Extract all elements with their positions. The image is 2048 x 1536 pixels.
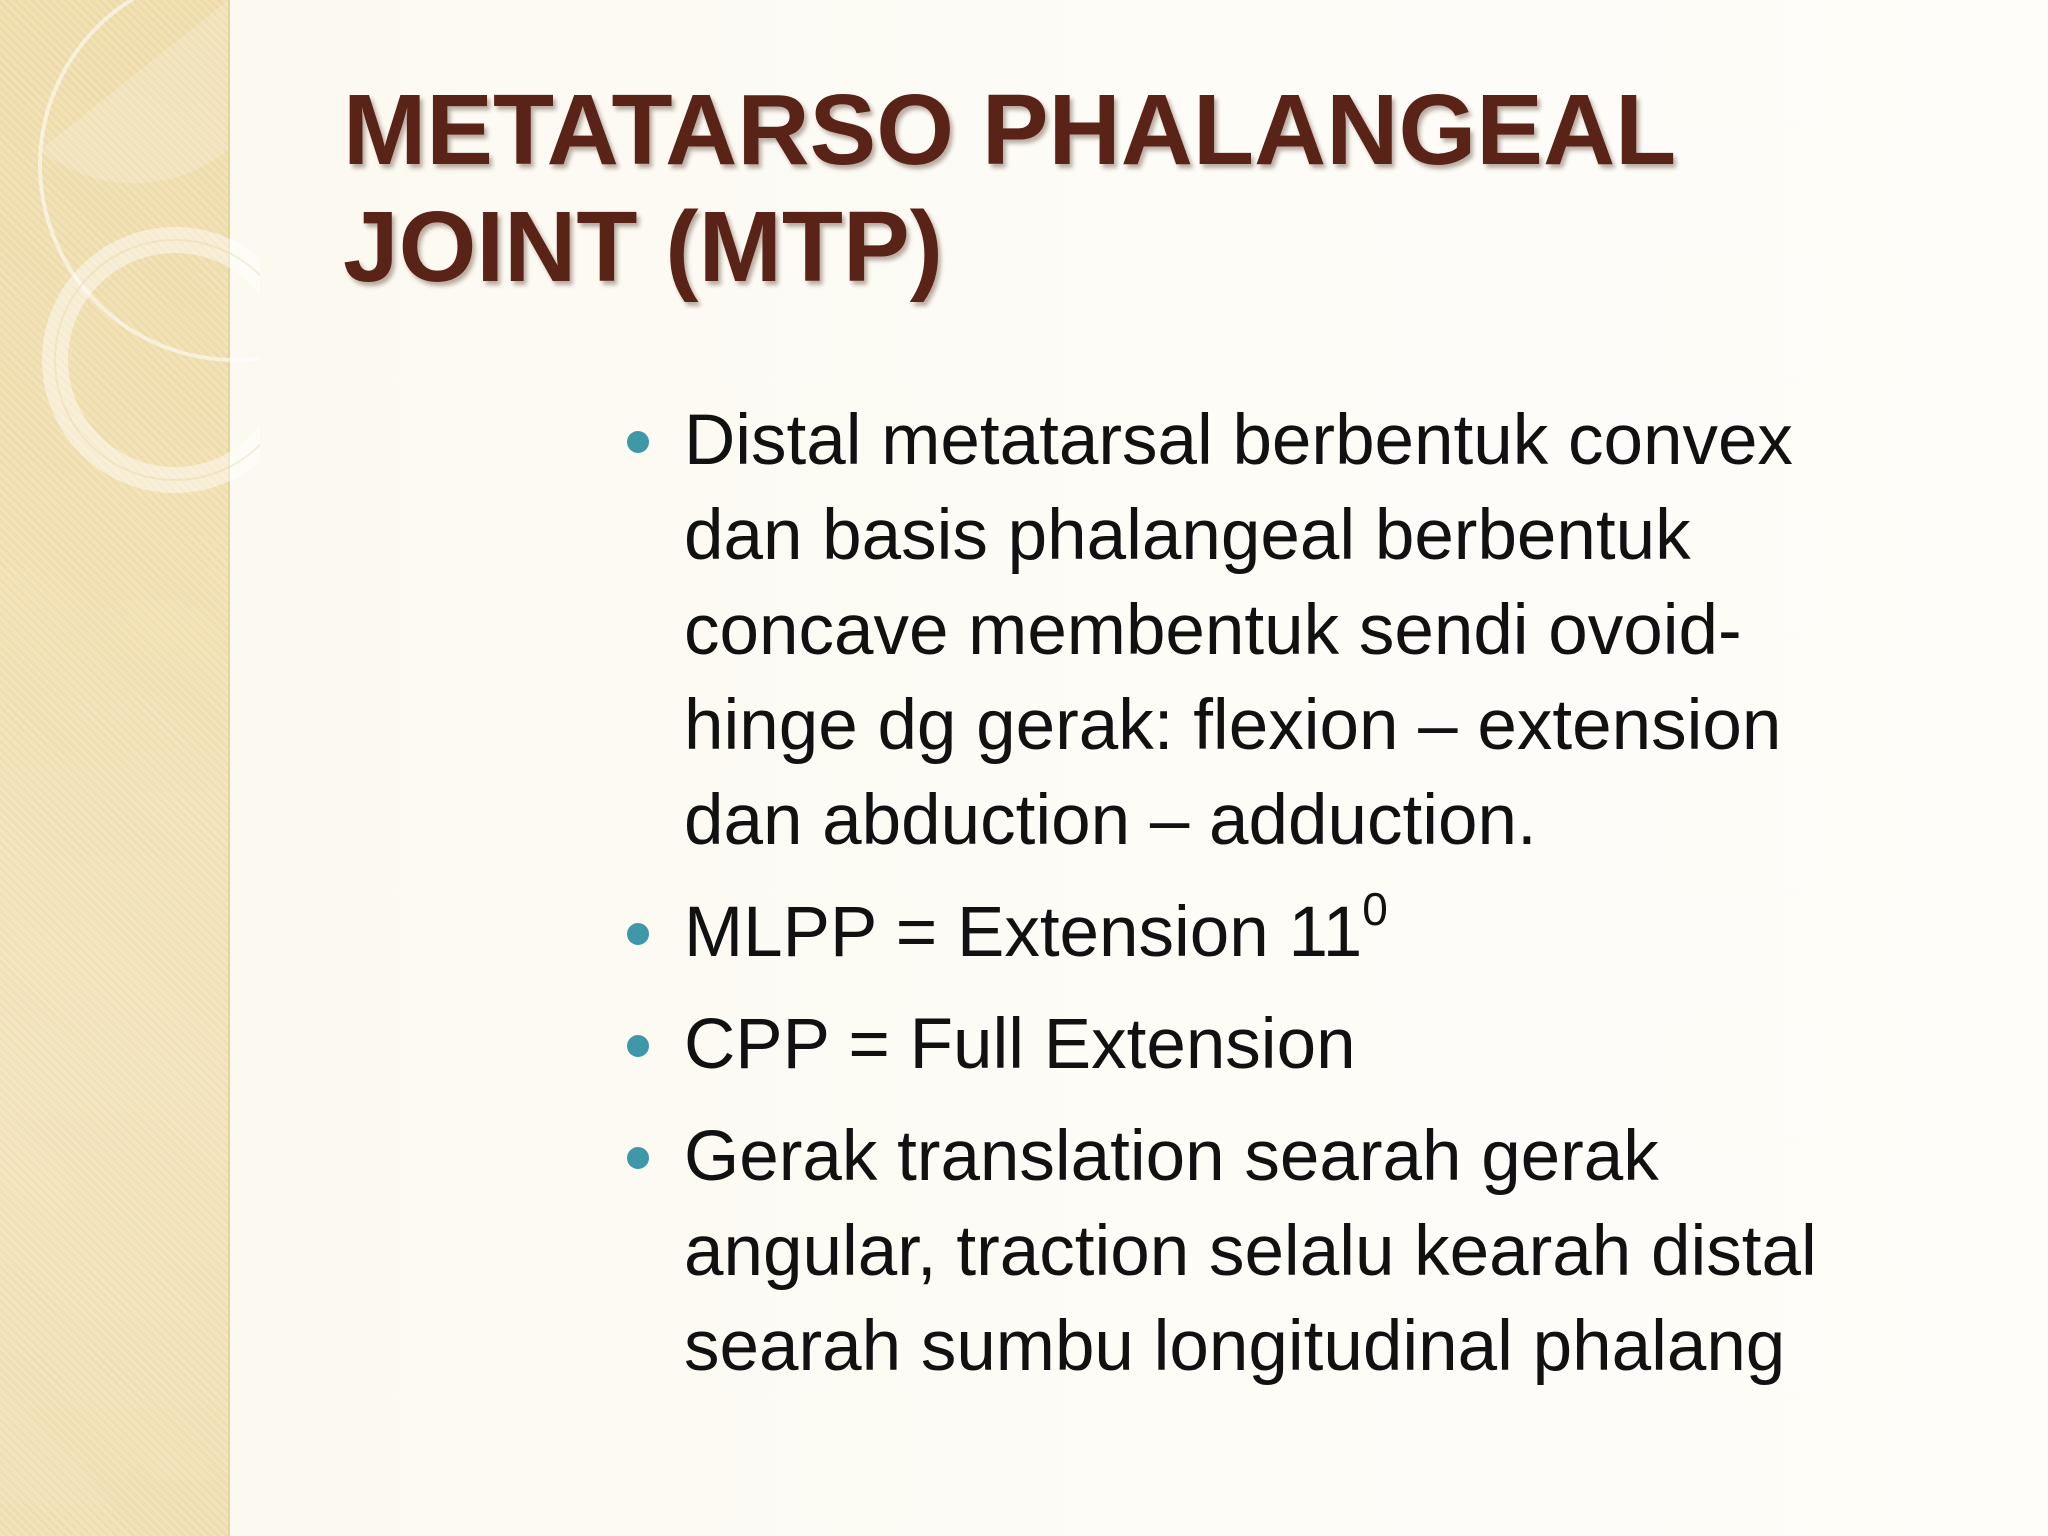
bullet-dot-icon — [627, 1147, 649, 1169]
bullet-text-line: Gerak translation searah gerak — [684, 1117, 1659, 1196]
bullet-list — [622, 393, 2002, 1411]
bullet-item — [622, 393, 2002, 868]
bullet-text: MLPP = Extension 11 — [684, 893, 1363, 972]
bullet-text: CPP = Full Extension — [684, 1005, 1356, 1084]
bullet-text-line: searah sumbu longitudinal phalang — [684, 1307, 1786, 1386]
bullet-text-line: hinge dg gerak: flexion – extension — [684, 686, 1782, 765]
bullet-text-line: concave membentuk sendi ovoid- — [684, 591, 1742, 670]
bullet-dot-icon — [627, 431, 649, 453]
bullet-text-line: dan abduction – adduction. — [684, 781, 1537, 860]
bullet-item — [622, 997, 2002, 1092]
decorative-rings — [0, 0, 260, 520]
degree-superscript: 0 — [1362, 883, 1388, 936]
bullet-item — [622, 1109, 2002, 1394]
bullet-text-line: angular, traction selalu kearah distal — [684, 1212, 1817, 1291]
bullet-dot-icon — [627, 923, 649, 945]
slide-title — [343, 72, 1983, 306]
bullet-item — [622, 885, 2002, 980]
bullet-text-line: dan basis phalangeal berbentuk — [684, 496, 1691, 575]
slide-title-line-2: JOINT (MTP) — [343, 191, 943, 303]
bullet-text-line: Distal metatarsal berbentuk convex — [684, 401, 1793, 480]
slide-title-line-1: METATARSO PHALANGEAL — [343, 74, 1677, 186]
decorative-arc-fill — [40, 0, 228, 183]
bullet-dot-icon — [627, 1035, 649, 1057]
